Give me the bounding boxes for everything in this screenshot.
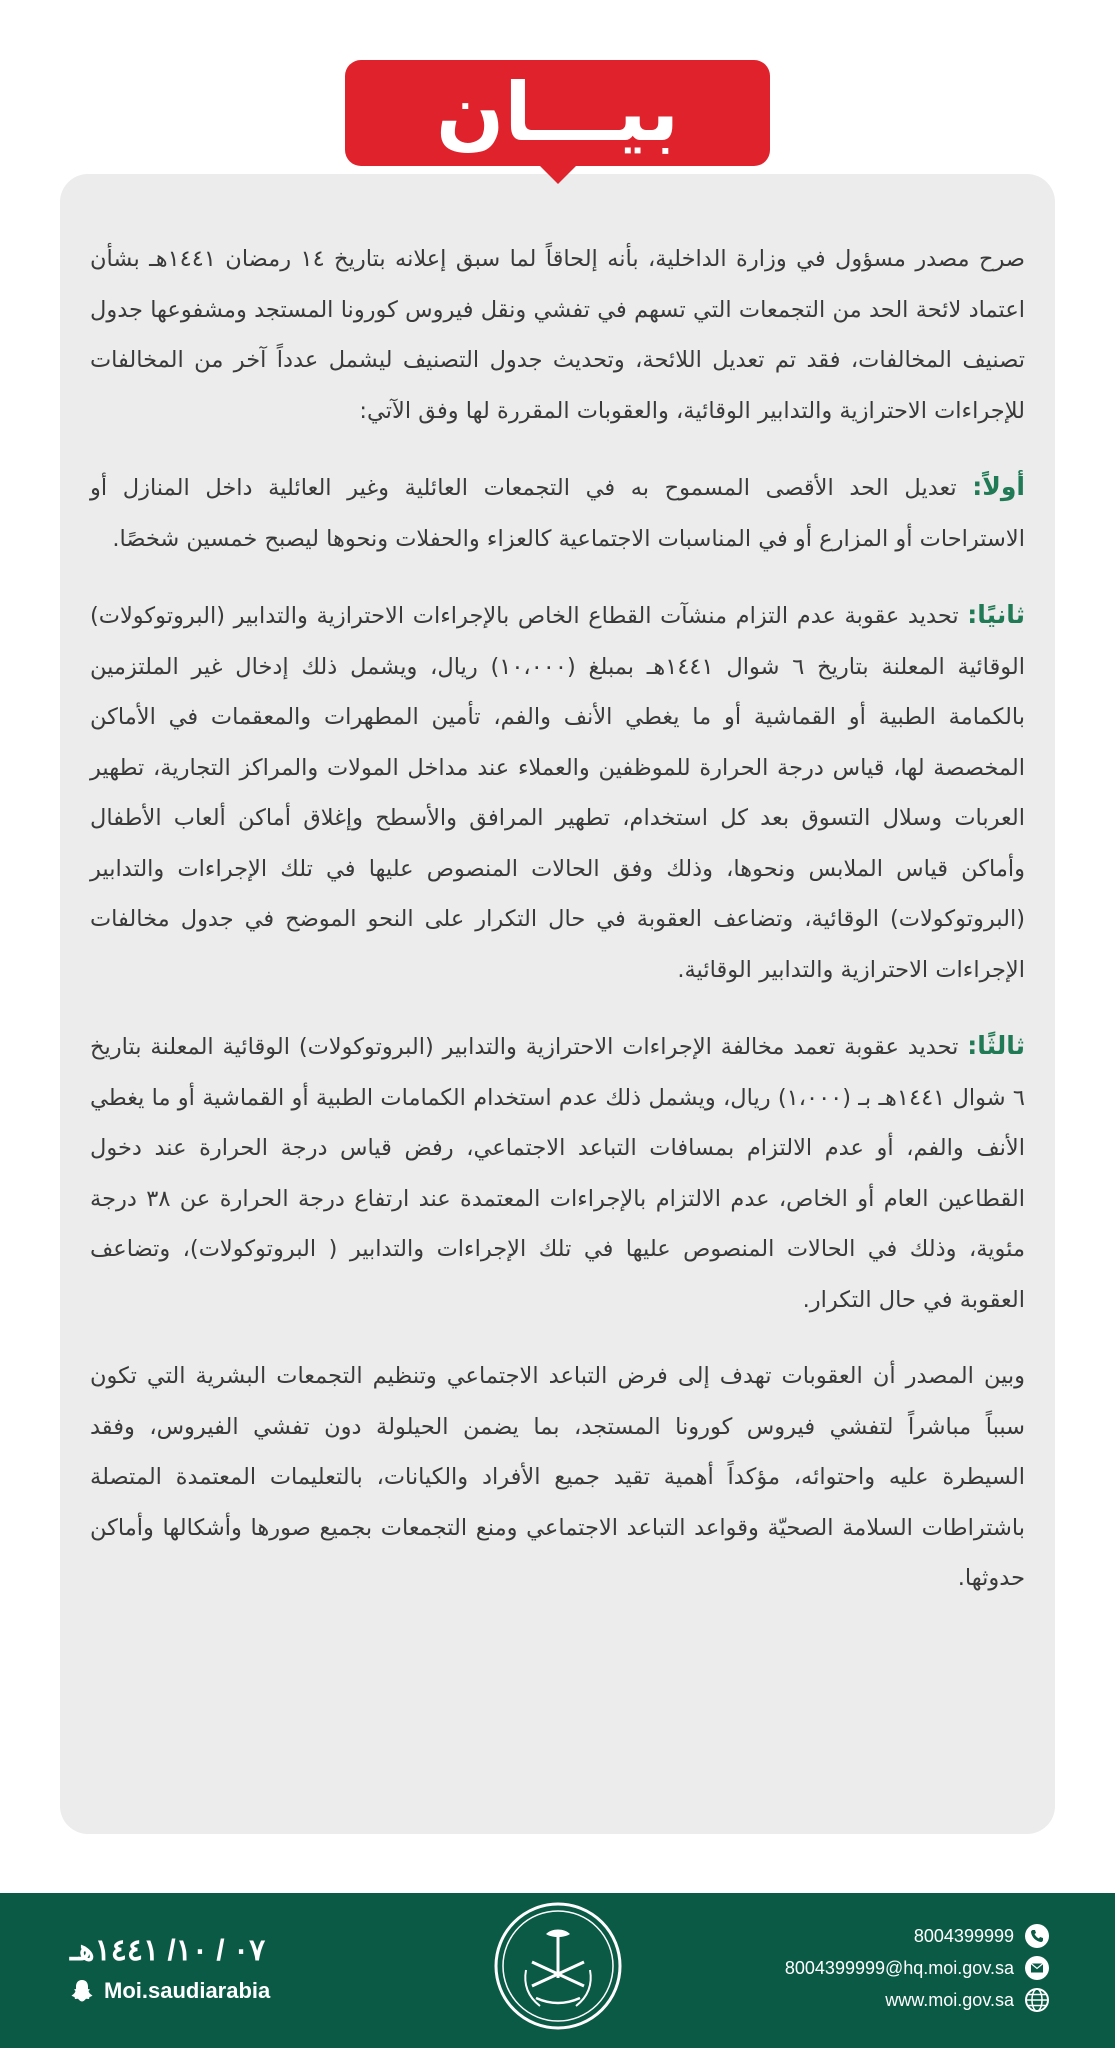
snapchat-handle: Moi.saudiarabia	[104, 1978, 271, 2003]
footer-left	[70, 1933, 270, 2004]
contact-block	[785, 1920, 1050, 2016]
third-lead: ثالثًا:	[967, 1031, 1025, 1060]
first-text: تعديل الحد الأقصى المسموح به في التجمعات العائلية وغير العائلية داخل المنازل أو الاستراحات أو المزارع أو في المناسبات الاجتماعية كالعزاء والحفلات ونحوها ليصبح خمسين شخصًا.	[90, 475, 1025, 552]
first-paragraph	[90, 462, 1025, 564]
website-row[interactable]	[785, 1984, 1050, 2016]
ministry-emblem-icon	[492, 1900, 624, 2032]
second-paragraph	[90, 590, 1025, 995]
second-lead: ثانيًا:	[967, 600, 1025, 629]
phone-icon	[1024, 1923, 1050, 1949]
phone-number: 8004399999	[913, 1925, 1014, 1946]
second-text: تحديد عقوبة عدم التزام منشآت القطاع الخاص بالإجراءات الاحترازية والتدابير (البروتوكولات) الوقائية المعلنة بتاريخ ٦ شوال ١٤٤١هـ بمبلغ (١٠،٠٠٠) ريال، ويشمل ذلك إدخال غير الملتزمين بالكمامة الطبية أو القماشية أو ما يغطي الأنف والفم، تأمين المطهرات والمعقمات في الأماكن المخصصة لها، قياس درجة الحرارة للموظفين والعملاء عند مداخل المولات والمراكز التجارية، تطهير العربات وسلال التسوق بعد كل استخدام، تطهير المرافق والأسطح وإغلاق أماكن ألعاب الأطفال وأماكن قياس الملابس ونحوها، وذلك وفق الحالات المنصوص عليها في تلك الإجراءات والتدابير (البروتوكولات) الوقائية، وتضاعف العقوبة في حال التكرار على النحو الموضح في جدول مخالفات الإجراءات الاحترازية والتدابير الوقائية.	[90, 603, 1025, 983]
hijri-date: ٠٧ / ١٠/ ١٤٤١هـ	[70, 1934, 266, 1967]
email-icon	[1024, 1955, 1050, 1981]
phone-row[interactable]	[785, 1920, 1050, 1952]
statement-card	[60, 174, 1055, 1834]
title-badge	[345, 60, 770, 166]
first-lead: أولاً:	[972, 472, 1025, 501]
page-title: بيـــان	[435, 66, 680, 159]
email-row[interactable]	[785, 1952, 1050, 1984]
website-url: www.moi.gov.sa	[885, 1989, 1014, 2010]
third-text: تحديد عقوبة تعمد مخالفة الإجراءات الاحترازية والتدابير (البروتوكولات) الوقائية المعلنة بتاريخ ٦ شوال ١٤٤١هـ بـ (١،٠٠٠) ريال، ويشمل ذلك عدم استخدام الكمامات الطبية أو القماشية أو ما يغطي الأنف والفم، أو عدم الالتزام بمسافات التباعد الاجتماعي، رفض قياس درجة الحرارة عند دخول القطاعين العام أو الخاص، عدم الالتزام بالإجراءات المعتمدة عند ارتفاع درجة الحرارة عن ٣٨ درجة مئوية، وذلك في الحالات المنصوص عليها في تلك الإجراءات والتدابير ( البروتوكولات)، وتضاعف العقوبة في حال التكرار.	[90, 1034, 1025, 1313]
closing-paragraph: وبين المصدر أن العقوبات تهدف إلى فرض التباعد الاجتماعي وتنظيم التجمعات البشرية التي تكون سبباً مباشراً لتفشي فيروس كورونا المستجد، بما يضمن الحيلولة دون تفشي الفيروس، وفقد السيطرة عليه واحتوائه، مؤكداً أهمية تقيد جميع الأفراد والكيانات، بالتعليمات المعتمدة المتصلة باشتراطات السلامة الصحيّة وقواعد التباعد الاجتماعي ومنع التجمعات بجميع صورها وأشكالها وأماكن حدوثها.	[90, 1363, 1025, 1591]
globe-icon	[1024, 1987, 1050, 2013]
snapchat-icon	[70, 1978, 94, 2004]
statement-body	[90, 234, 1025, 1630]
email-address: 8004399999@hq.moi.gov.sa	[784, 1957, 1014, 1978]
intro-paragraph: صرح مصدر مسؤول في وزارة الداخلية، بأنه إلحاقاً لما سبق إعلانه بتاريخ ١٤ رمضان ١٤٤١هـ بشأن اعتماد لائحة الحد من التجمعات التي تسهم في تفشي ونقل فيروس كورونا المستجد ومشفوعها جدول تصنيف المخالفات، فقد تم تعديل اللائحة، وتحديث جدول التصنيف ليشمل عدداً آخر من المخالفات للإجراءات الاحترازية والتدابير الوقائية، والعقوبات المقررة لها وفق الآتي:	[90, 246, 1025, 424]
snapchat-row[interactable]	[70, 1978, 270, 2004]
third-paragraph	[90, 1021, 1025, 1325]
